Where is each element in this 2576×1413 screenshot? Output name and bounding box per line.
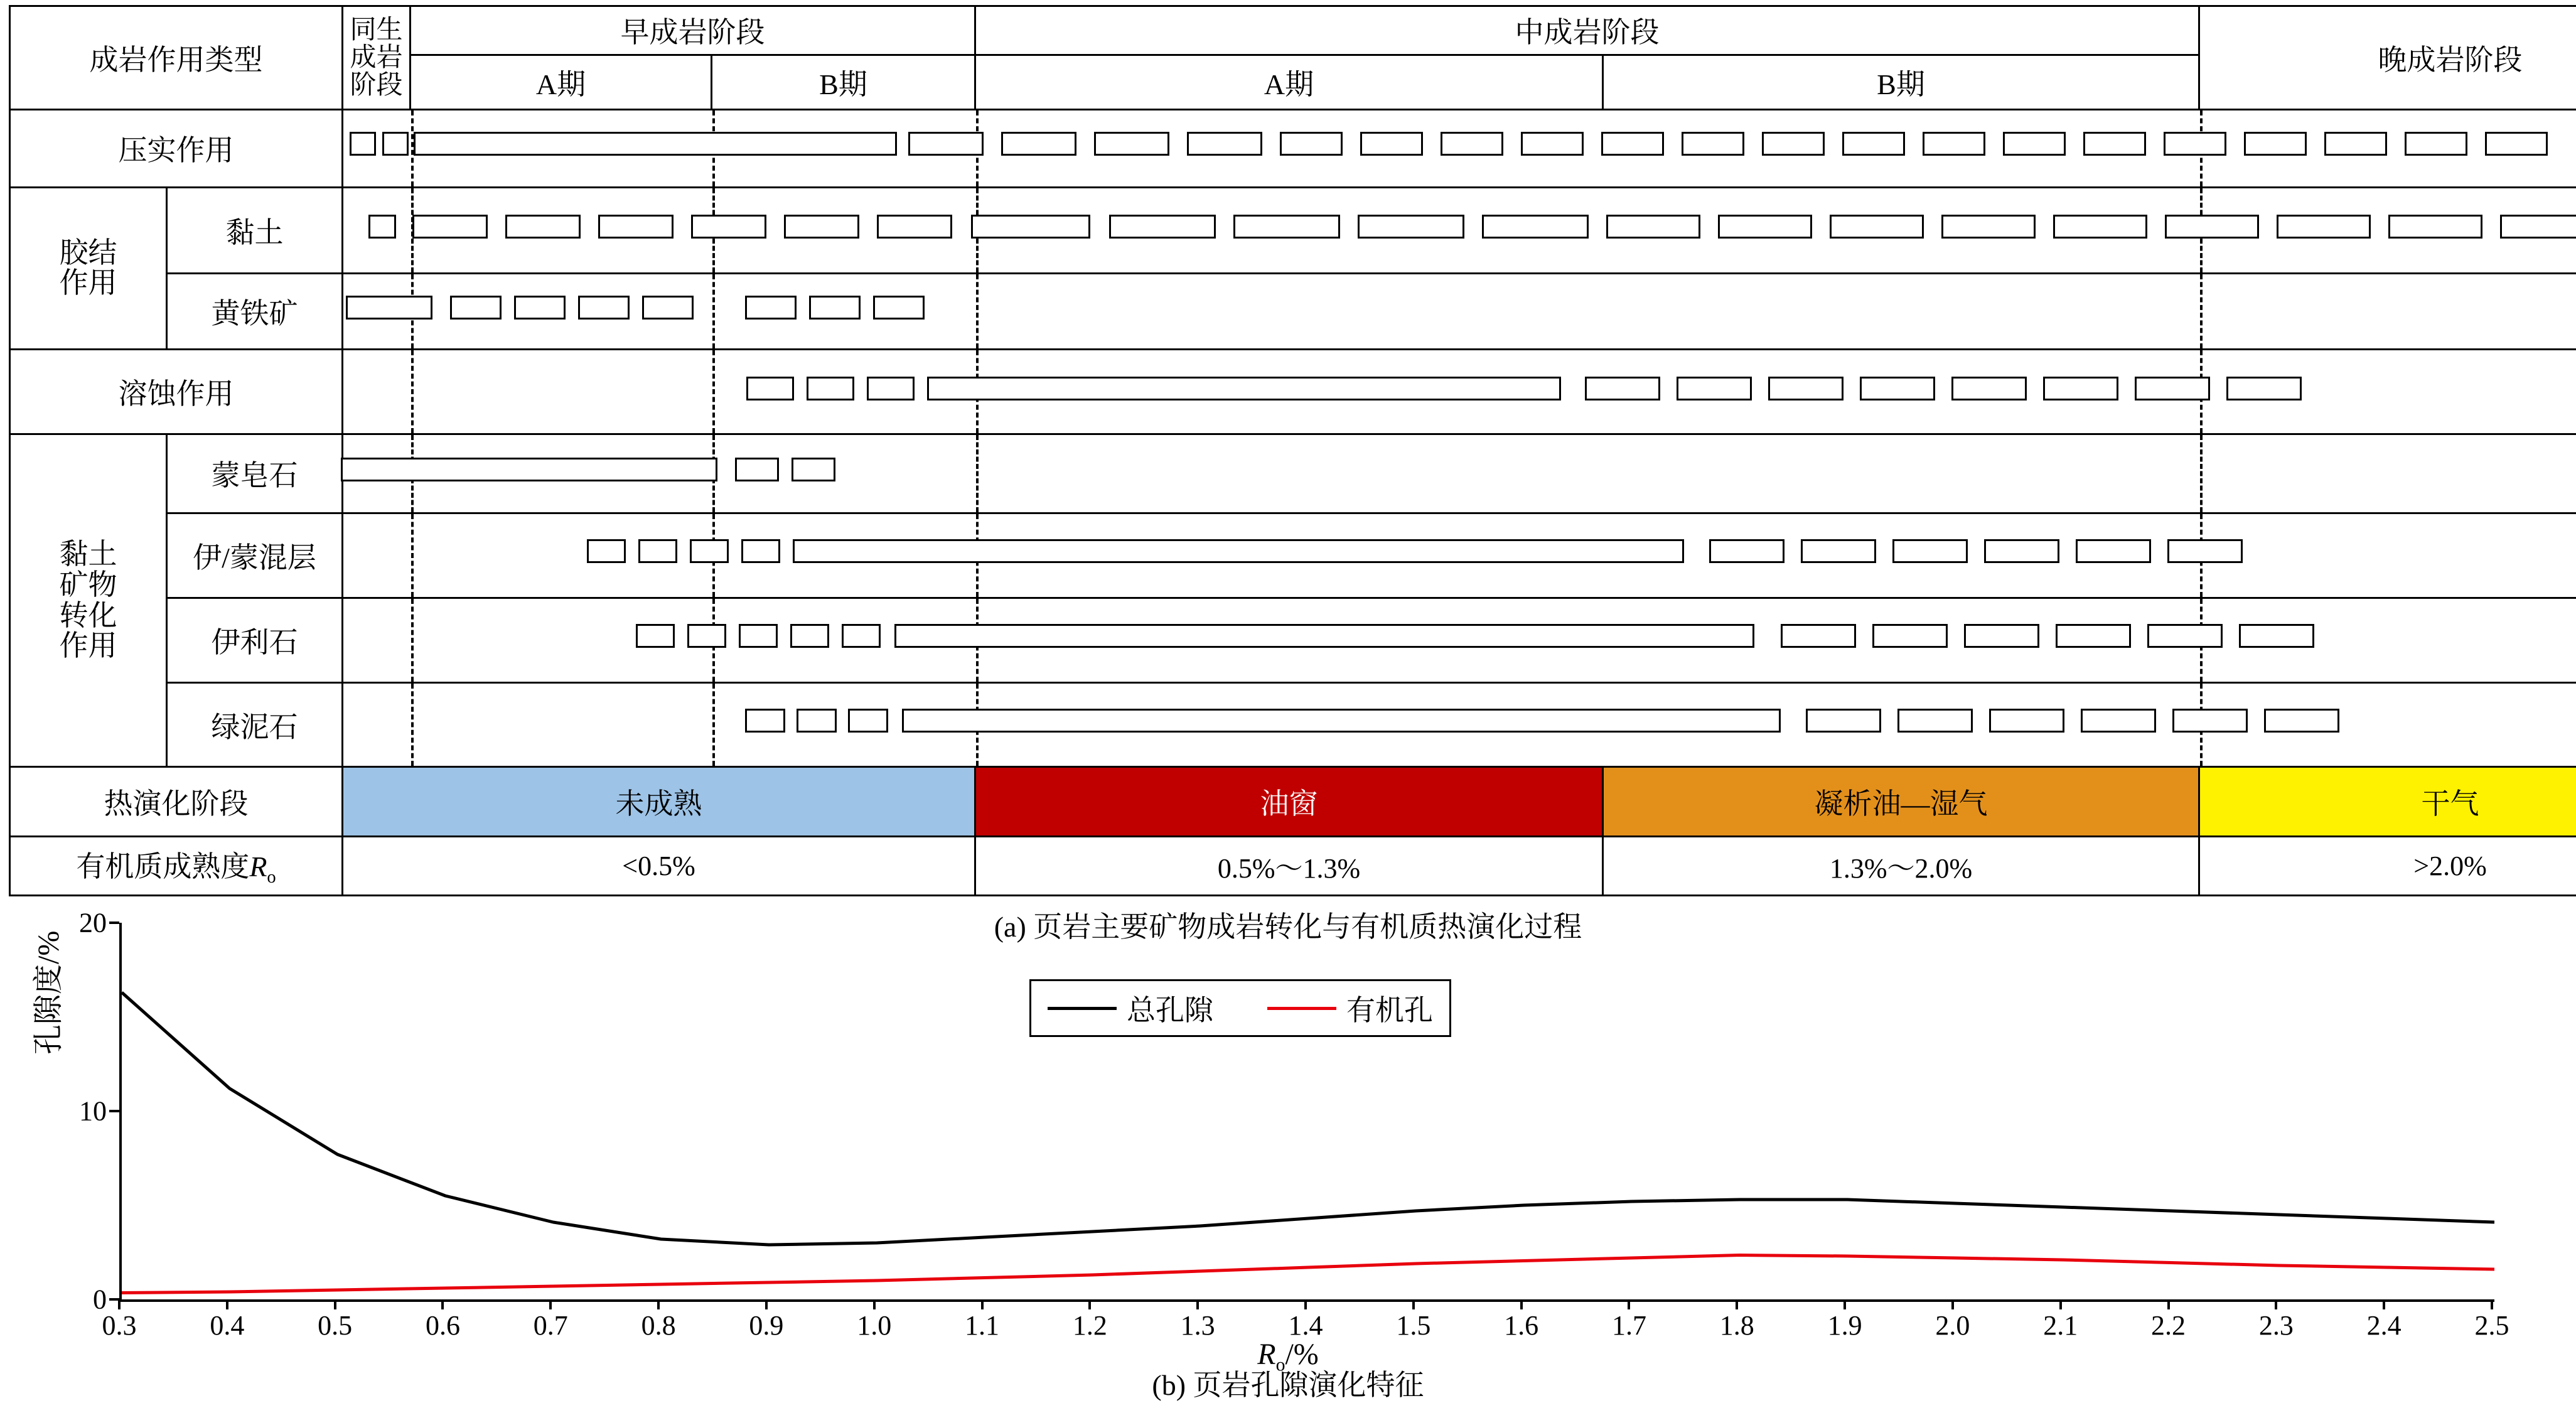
row-label-chlorite: 绿泥石 (167, 682, 343, 767)
x-tick-mark (2059, 1299, 2062, 1309)
header-middle-a: A期 (975, 55, 1603, 110)
x-tick-mark (1843, 1299, 1846, 1309)
row-label-compaction: 压实作用 (10, 110, 343, 188)
row-label-illite: 伊利石 (167, 598, 343, 682)
x-tick-label: 1.7 (1611, 1310, 1646, 1341)
track-dissolution (343, 350, 2576, 433)
x-tick-mark (657, 1299, 660, 1309)
diagenesis-table (9, 5, 2576, 896)
track-compaction (343, 110, 2576, 186)
row-label-pyrite: 黄铁矿 (167, 273, 343, 349)
y-tick-mark (109, 921, 119, 924)
header-early-a: A期 (411, 55, 712, 110)
thermal-drygas: 干气 (2199, 767, 2576, 836)
legend-label-organic-pore: 有机孔 (1346, 994, 1433, 1026)
x-tick-label: 1.0 (857, 1310, 892, 1341)
caption-b: (b) 页岩孔隙演化特征 (1152, 1369, 1424, 1401)
ro-value-2: 0.5%～1.3% (975, 836, 1603, 895)
header-diagenesis-type: 成岩作用类型 (10, 6, 343, 110)
x-tick-label: 0.9 (749, 1310, 784, 1341)
track-clay-cement (343, 188, 2576, 272)
thermal-oil-window: 油窗 (975, 767, 1603, 836)
x-tick-label: 1.3 (1180, 1310, 1215, 1341)
x-tick-label: 1.2 (1072, 1310, 1107, 1341)
y-tick-mark (109, 1110, 119, 1112)
x-tick-mark (1736, 1299, 1738, 1309)
x-tick-mark (1520, 1299, 1523, 1309)
x-tick-mark (1304, 1299, 1307, 1309)
x-tick-label: 0.8 (641, 1310, 676, 1341)
x-tick-label: 0.4 (210, 1310, 245, 1341)
y-tick-label: 0 (93, 1284, 107, 1315)
track-pyrite (343, 274, 2576, 348)
legend-swatch-total-pore (1048, 1007, 1117, 1010)
x-tick-label: 2.4 (2366, 1310, 2402, 1341)
x-tick-label: 0.3 (102, 1310, 137, 1341)
x-tick-label: 1.5 (1396, 1310, 1431, 1341)
chart-legend (1029, 979, 1451, 1037)
header-early-b: B期 (712, 55, 975, 110)
x-tick-label: 1.8 (1719, 1310, 1754, 1341)
x-tick-mark (118, 1299, 121, 1309)
x-axis-label: $R_o/\%$ (1257, 1338, 1319, 1375)
legend-swatch-organic-pore (1267, 1007, 1336, 1010)
thermal-immature: 未成熟 (343, 767, 975, 836)
x-tick-mark (226, 1299, 228, 1309)
row-label-smectite: 蒙皂石 (167, 434, 343, 513)
porosity-chart (0, 898, 2576, 1406)
x-tick-mark (1951, 1299, 1954, 1309)
diagenesis-table-wrap (9, 5, 2567, 943)
legend-item-organic-pore (1267, 987, 1433, 1029)
track-illite-smectite (343, 514, 2576, 597)
x-tick-mark (1628, 1299, 1630, 1309)
track-chlorite (343, 684, 2576, 766)
ro-value-1: <0.5% (343, 836, 975, 895)
caption-a: (a) 页岩主要矿物成岩转化与有机质热演化过程 (994, 911, 1582, 943)
x-tick-label: 2.5 (2474, 1310, 2509, 1341)
legend-item-total-pore (1048, 987, 1213, 1029)
x-tick-mark (981, 1299, 984, 1309)
x-tick-label: 2.1 (2043, 1310, 2078, 1341)
ro-value-4: >2.0% (2199, 836, 2576, 895)
x-tick-label: 0.7 (533, 1310, 568, 1341)
header-middle-b: B期 (1603, 55, 2199, 110)
header-stage-early: 早成岩阶段 (411, 6, 975, 55)
x-tick-label: 2.0 (1935, 1310, 1970, 1341)
x-tick-label: 0.5 (318, 1310, 353, 1341)
x-tick-label: 2.3 (2258, 1310, 2294, 1341)
x-tick-label: 1.6 (1504, 1310, 1539, 1341)
x-tick-label: 1.1 (965, 1310, 1000, 1341)
y-axis-label: 孔隙度/% (32, 930, 65, 1055)
header-stage-syn: 同生 成岩 阶段 (343, 6, 411, 110)
x-tick-mark (334, 1299, 336, 1309)
track-illite (343, 599, 2576, 682)
header-stage-middle: 中成岩阶段 (975, 6, 2199, 55)
x-tick-mark (441, 1299, 444, 1309)
x-tick-mark (549, 1299, 552, 1309)
x-tick-mark (765, 1299, 768, 1309)
y-tick-label: 10 (79, 1095, 107, 1127)
group-label-clay-transform: 黏土 矿物 转化 作用 (10, 434, 167, 767)
group-label-cementation: 胶结 作用 (10, 187, 167, 349)
row-label-thermal-stage: 热演化阶段 (10, 767, 343, 836)
x-tick-mark (2491, 1299, 2493, 1309)
x-tick-mark (2167, 1299, 2170, 1309)
x-tick-mark (1412, 1299, 1415, 1309)
x-tick-mark (1196, 1299, 1199, 1309)
legend-label-total-pore: 总孔隙 (1127, 994, 1213, 1026)
ro-value-3: 1.3%～2.0% (1603, 836, 2199, 895)
row-label-illite-smectite: 伊/蒙混层 (167, 513, 343, 598)
x-tick-label: 0.6 (425, 1310, 460, 1341)
x-tick-mark (873, 1299, 876, 1309)
y-tick-label: 20 (79, 907, 107, 938)
x-tick-mark (1088, 1299, 1091, 1309)
x-tick-label: 1.4 (1288, 1310, 1323, 1341)
row-label-dissolution: 溶蚀作用 (10, 350, 343, 434)
row-label-clay-cement: 黏土 (167, 187, 343, 273)
x-tick-mark (2275, 1299, 2277, 1309)
x-tick-label: 2.2 (2151, 1310, 2186, 1341)
x-tick-mark (2383, 1299, 2385, 1309)
thermal-condensate-wetgas: 凝析油—湿气 (1603, 767, 2199, 836)
row-label-ro: 有机质成熟度$R_o$ (10, 836, 343, 895)
track-smectite (343, 435, 2576, 512)
header-stage-late: 晚成岩阶段 (2199, 6, 2576, 110)
x-tick-label: 1.9 (1827, 1310, 1862, 1341)
